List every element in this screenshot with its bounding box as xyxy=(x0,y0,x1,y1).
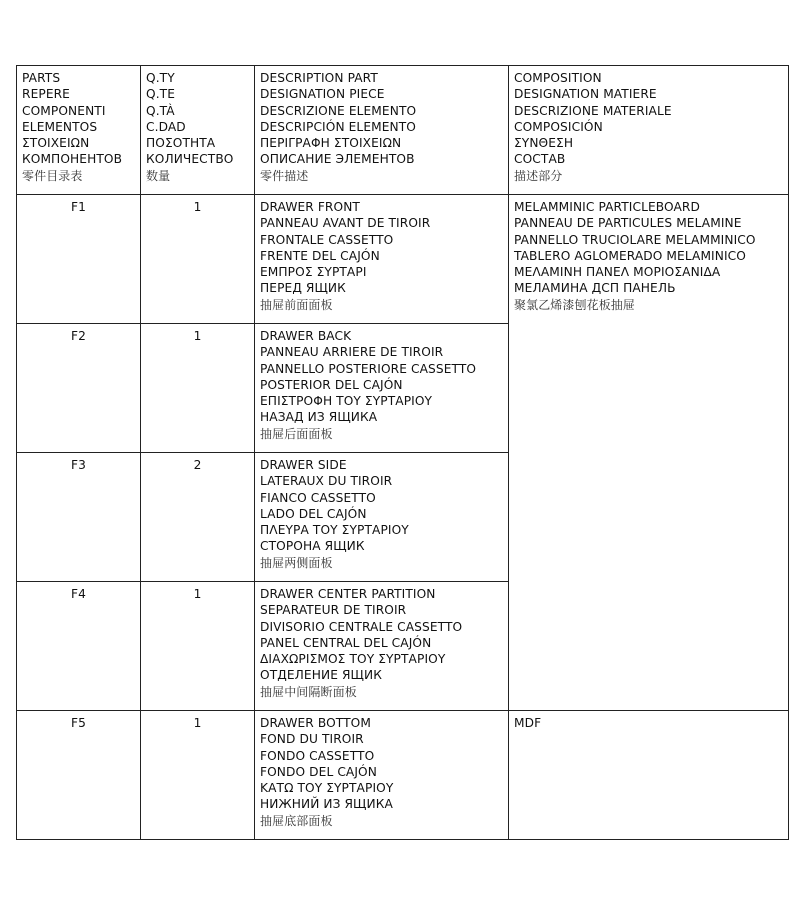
header-description-line: ΠΕΡΙΓΡΑΦΗ ΣΤΟΙΧΕΙΩΝ xyxy=(260,136,402,151)
header-qty-line: Q.TY xyxy=(146,71,175,85)
composition-line: МЕЛАМИНА ДСП ПАНЕЛЬ xyxy=(514,281,676,296)
description-line: FONDO DEL CAJÓN xyxy=(260,764,377,779)
description-line: ОТДЕЛЕНИЕ ЯЩИК xyxy=(260,668,382,683)
description-line: СТОРОНА ЯЩИК xyxy=(260,539,365,554)
description-line: FONDO CASSETTO xyxy=(260,748,375,763)
header-parts-line: КОМПОНЕНТОВ xyxy=(22,152,123,167)
header-qty-line: C.DAD xyxy=(146,119,186,134)
description-line: PANEL CENTRAL DEL CAJÓN xyxy=(260,635,432,650)
part-code: F3 xyxy=(17,453,141,582)
composition-line: ΜΕΛΑΜΙΝΗ ΠΑΝΕΛ ΜΟΡΙΟΣΑΝΙΔΑ xyxy=(514,265,721,280)
description-line: ΕΠΙΣΤΡΟΦΗ ΤΟΥ ΣΥΡΤΑΡΙΟΥ xyxy=(260,394,433,409)
part-quantity: 1 xyxy=(141,582,255,711)
description-line: НИЖНИЙ ИЗ ЯЩИКА xyxy=(260,797,393,812)
header-composition xyxy=(509,66,789,195)
description-line: FOND DU TIROIR xyxy=(260,732,364,747)
part-description xyxy=(255,711,509,840)
description-line: DRAWER CENTER PARTITION xyxy=(260,587,436,601)
description-line: PANNEAU ARRIERE DE TIROIR xyxy=(260,345,444,360)
composition-mdf xyxy=(509,711,789,840)
part-quantity: 1 xyxy=(141,324,255,453)
description-line: ΔΙΑΧΩΡΙΣΜΟΣ ΤΟΥ ΣΥΡΤΑΡΙΟΥ xyxy=(260,652,446,667)
table-row xyxy=(17,195,789,324)
header-parts-line: REPERE xyxy=(22,87,70,102)
header-composition-line: COMPOSICIÓN xyxy=(514,119,603,134)
description-line: DRAWER BACK xyxy=(260,329,352,343)
part-code: F2 xyxy=(17,324,141,453)
header-parts-line: COMPONENTI xyxy=(22,103,106,118)
header-description-line: DESIGNATION PIECE xyxy=(260,87,385,102)
header-composition-line: COMPOSITION xyxy=(514,71,602,85)
description-line: ΕΜΠΡΟΣ ΣΥΡΤΑΡΙ xyxy=(260,265,367,280)
part-quantity: 1 xyxy=(141,195,255,324)
header-qty-line: Q.TE xyxy=(146,87,176,102)
header-description-line: 零件描述 xyxy=(260,168,309,183)
parts-table xyxy=(16,65,789,840)
header-description-line: DESCRIZIONE ELEMENTO xyxy=(260,103,417,118)
composition-line: PANNELLO TRUCIOLARE MELAMMINICO xyxy=(514,232,756,247)
description-line: ПЕРЕД ЯЩИК xyxy=(260,281,346,296)
description-line: 抽屉底部面板 xyxy=(260,813,333,828)
header-qty-line: 数量 xyxy=(146,168,171,183)
description-line: DIVISORIO CENTRALE CASSETTO xyxy=(260,619,463,634)
composition-line: PANNEAU DE PARTICULES MELAMINE xyxy=(514,216,742,231)
part-code: F4 xyxy=(17,582,141,711)
header-qty-line: КОЛИЧЕСТВО xyxy=(146,152,234,167)
description-line: POSTERIOR DEL CAJÓN xyxy=(260,377,403,392)
header-description xyxy=(255,66,509,195)
header-parts xyxy=(17,66,141,195)
part-description xyxy=(255,324,509,453)
description-line: НАЗАД ИЗ ЯЩИКА xyxy=(260,410,378,425)
header-qty-line: ΠΟΣΟΤΗΤΑ xyxy=(146,136,216,151)
header-parts-line: 零件目录表 xyxy=(22,168,83,183)
header-qty-line: Q.TÀ xyxy=(146,103,175,118)
composition-melamine xyxy=(509,195,789,711)
header-parts-line: PARTS xyxy=(22,71,61,85)
description-line: FIANCO CASSETTO xyxy=(260,490,376,505)
composition-line: 聚氯乙烯漆刨花板抽屉 xyxy=(514,297,636,312)
description-line: LADO DEL CAJÓN xyxy=(260,506,367,521)
description-line: DRAWER FRONT xyxy=(260,200,360,214)
header-composition-line: DESCRIZIONE MATERIALE xyxy=(514,103,672,118)
description-line: 抽屉中间隔断面板 xyxy=(260,684,357,699)
header-composition-line: DESIGNATION MATIERE xyxy=(514,87,657,102)
header-parts-line: ΣΤΟΙΧΕΙΩΝ xyxy=(22,136,90,151)
part-description xyxy=(255,582,509,711)
composition-line: MELAMMINIC PARTICLEBOARD xyxy=(514,200,700,214)
header-description-line: DESCRIPTION PART xyxy=(260,71,378,85)
description-line: DRAWER BOTTOM xyxy=(260,716,371,730)
header-composition-line: ΣΥΝΘΕΣΗ xyxy=(514,136,574,151)
header-description-line: ОПИСАНИЕ ЭЛЕМЕНТОВ xyxy=(260,152,415,167)
table-row xyxy=(17,711,789,840)
description-line: 抽屉后面面板 xyxy=(260,426,333,441)
composition-line: MDF xyxy=(514,716,542,730)
composition-line: TABLERO AGLOMERADO MELAMINICO xyxy=(514,248,746,263)
description-line: ΚΑΤΩ ΤΟΥ ΣΥΡΤΑΡΙΟΥ xyxy=(260,781,394,796)
part-code: F1 xyxy=(17,195,141,324)
description-line: LATERAUX DU TIROIR xyxy=(260,474,393,489)
description-line: FRENTE DEL CAJÓN xyxy=(260,248,380,263)
description-line: FRONTALE CASSETTO xyxy=(260,232,394,247)
description-line: 抽屉前面面板 xyxy=(260,297,333,312)
description-line: 抽屉两侧面板 xyxy=(260,555,333,570)
description-line: PANNELLO POSTERIORE CASSETTO xyxy=(260,361,477,376)
part-description xyxy=(255,453,509,582)
header-qty xyxy=(141,66,255,195)
part-code: F5 xyxy=(17,711,141,840)
description-line: SEPARATEUR DE TIROIR xyxy=(260,603,407,618)
part-quantity: 1 xyxy=(141,711,255,840)
part-description xyxy=(255,195,509,324)
part-quantity: 2 xyxy=(141,453,255,582)
header-row xyxy=(17,66,789,195)
description-line: PANNEAU AVANT DE TIROIR xyxy=(260,216,431,231)
header-parts-line: ELEMENTOS xyxy=(22,119,98,134)
header-composition-line: 描述部分 xyxy=(514,168,563,183)
header-composition-line: СОСТАВ xyxy=(514,152,566,167)
header-description-line: DESCRIPCIÓN ELEMENTO xyxy=(260,119,416,134)
description-line: DRAWER SIDE xyxy=(260,458,347,472)
description-line: ΠΛΕΥΡΑ ΤΟΥ ΣΥΡΤΑΡΙΟΥ xyxy=(260,523,409,538)
